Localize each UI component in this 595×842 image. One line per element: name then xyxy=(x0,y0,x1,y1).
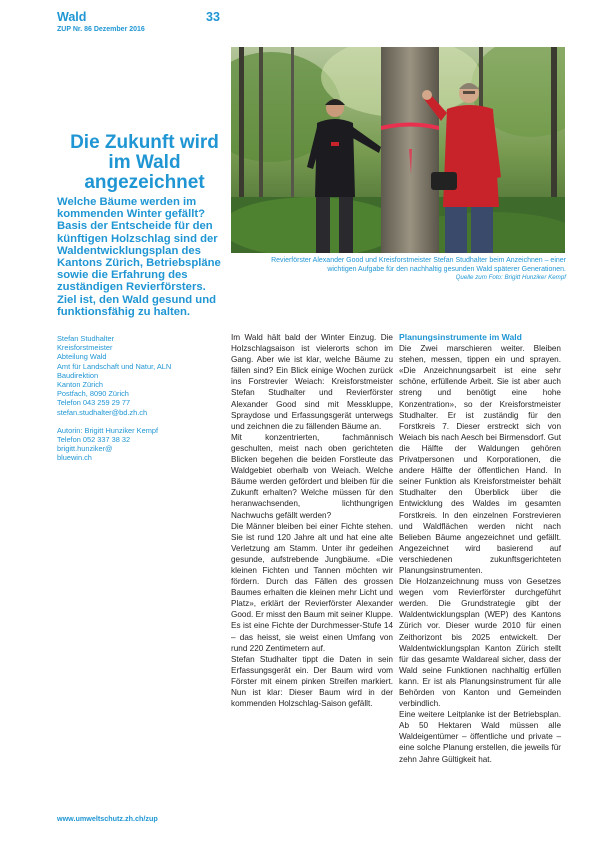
contact-line: Kanton Zürich xyxy=(57,380,104,390)
caption-text: Revierförster Alexander Good und Kreisforstmeister Stefan Studhalter beim Anzeichnen – einer wichtigen Aufgabe für den nachhaltig gesunden Wald späterer Generationen. xyxy=(271,257,566,273)
contact-line: Stefan Studhalter xyxy=(57,334,115,343)
contact-box xyxy=(57,334,222,463)
author-email-domain[interactable]: bluewin.ch xyxy=(57,453,92,463)
author-line: Autorin: Brigitt Hunziker Kempf xyxy=(57,425,159,435)
author-phone: Telefon 052 337 38 32 xyxy=(57,435,131,445)
contact-email[interactable]: stefan.studhalter@bd.zh.ch xyxy=(57,407,148,417)
paragraph: Die Männer bleiben bei einer Fichte stehen. Sie ist rund 120 Jahre alt und hat eine alte Verletzung am Stamm. Unter ihr gedeihen gesunde, aufstrebende Jungbäume. «Die kleinen Fichten und Tannen möchten wir fördern. Durch das Fällen des grossen Baumes erhalten die kleinen mehr Licht und Platz», erklärt der Revierförster Alexander Good. Er misst den Baum mit seiner Kluppe. Es ist eine Fichte der Durchmesser-Stufe 14 – das heisst, sie weist einen Umfang von rund 220 Zentimetern auf. xyxy=(231,521,393,653)
subheading: Planungsinstrumente im Wald xyxy=(399,332,522,342)
section-label: Wald xyxy=(57,10,87,24)
footer-url-link[interactable]: www.umweltschutz.zh.ch/zup xyxy=(57,814,158,823)
paragraph: Mit konzentrierten, fachmännisch geschulten, meist nach oben gerichteten Blicken begehen die beiden Forstleute das Waldgebiet oberhalb von Weiach. Welche Bäume werden gefördert und bleiben für die Zukunft erhalten? Welche müssen für den heranwachsenden, lichthungrigen Nachwuchs gefällt werden? xyxy=(231,432,393,520)
forest-photo xyxy=(231,47,565,253)
author-email[interactable]: brigitt.hunziker@ xyxy=(57,444,113,454)
body-column-2 xyxy=(399,332,561,765)
contact-line: Kreisforstmeister xyxy=(57,343,113,353)
paragraph: Im Wald hält bald der Winter Einzug. Die Holzschlagsaison ist vielerorts schon im Gang. Aber wie ist klar, welche Bäume zu fällen sind? Ein Blick einige Wochen zurück ins Forstrevier Weiach: Kreisforstmeister Stefan Studhalter und Revierförster Alexander Good sind mit Messkluppe, Spraydose und Erfassungsgerät unterwegs und zeichnen die zu fällenden Bäume an. xyxy=(231,333,393,431)
photo-caption xyxy=(240,257,566,283)
article-lead: Welche Bäume werden im kommenden Winter gefällt? Basis der Entscheide für den künftigen Holzschlag sind der Waldentwicklungsplan des Kantons Zürich, Betriebspläne sowie die Erfahrung des zuständigen Revierförsters. Ziel ist, den Wald gesund und funktionsfähig zu halten. xyxy=(57,196,221,318)
page-number: 33 xyxy=(206,10,220,24)
paragraph: Die Holzanzeichnung muss von Gesetzes wegen vom Revierförster durchgeführt werden. Die Grundstrategie gibt der Waldentwicklungsplan (WEP) des Kantons Zürich vor. Dieser wurde 2010 für einen Zeithorizont bis 2025 entwickelt. Der Waldentwicklungsplan Kanton Zürich stellt für das gesamte Waldareal sicher, dass der Wald seine Funktionen nachhaltig erfüllen kann. Er ist als Planungsinstrument für alle Behörden von Kanton und Gemeinden verbindlich. xyxy=(399,577,561,709)
paragraph: Die Zwei marschieren weiter. Bleiben stehen, messen, tippen ein und sprayen. «Die Anzeichnungsarbeit ist eine sehr schöne, erfüllende Arbeit. Sie ist aber auch streng und benötigt eine hohe Konzentration», so der Kreisforstmeister Studhalter. Er ist zuständig für den Forstkreis 7. Dieser erstreckt sich von Weiach bis nach Aesch bei Birmensdorf. Gut die Hälfte der Waldungen gehören Privatpersonen und Korporationen, die andere Hälfte der öffentlichen Hand. In seiner Funktion als Kreisforstmeister behält Studhalter den Überblick über die Entwicklung des Waldes im gesamten Forstkreis. In den einzelnen Forstrevieren und Waldflächen werden nicht nach Belieben Bäume angezeichnet und gefällt. Angezeichnet wird basierend auf verschiedenen zukunftsgerichteten Planungsinstrumenten. xyxy=(399,344,561,575)
contact-line: Baudirektion xyxy=(57,370,99,380)
body-column-1 xyxy=(231,332,393,709)
contact-line: Abteilung Wald xyxy=(57,352,107,362)
contact-line: Amt für Landschaft und Natur, ALN xyxy=(57,361,172,371)
paragraph: Eine weitere Leitplanke ist der Betriebsplan. Ab 50 Hektaren Wald müssen alle Waldeigentümer – öffentliche und private – eine solche Planung erstellen, die jeweils für zehn Jahre Gültigkeit hat. xyxy=(399,710,561,764)
photo-credit: Quelle zum Foto: Brigitt Hunziker Kempf xyxy=(455,274,566,282)
issue-label: ZUP Nr. 86 Dezember 2016 xyxy=(57,26,145,33)
article-title: Die Zukunft wird im Wald angezeichnet xyxy=(70,132,219,193)
contact-line: Postfach, 8090 Zürich xyxy=(57,389,129,399)
paragraph: Stefan Studhalter tippt die Daten in sein Erfassungsgerät ein. Der Baum wird vom Förster mit einem pinken Streifen markiert. Nun ist klar: Dieser Baum wird in der kommenden Holzschlag-Saison gefällt. xyxy=(231,654,393,709)
contact-phone: Telefon 043 259 29 77 xyxy=(57,398,131,408)
